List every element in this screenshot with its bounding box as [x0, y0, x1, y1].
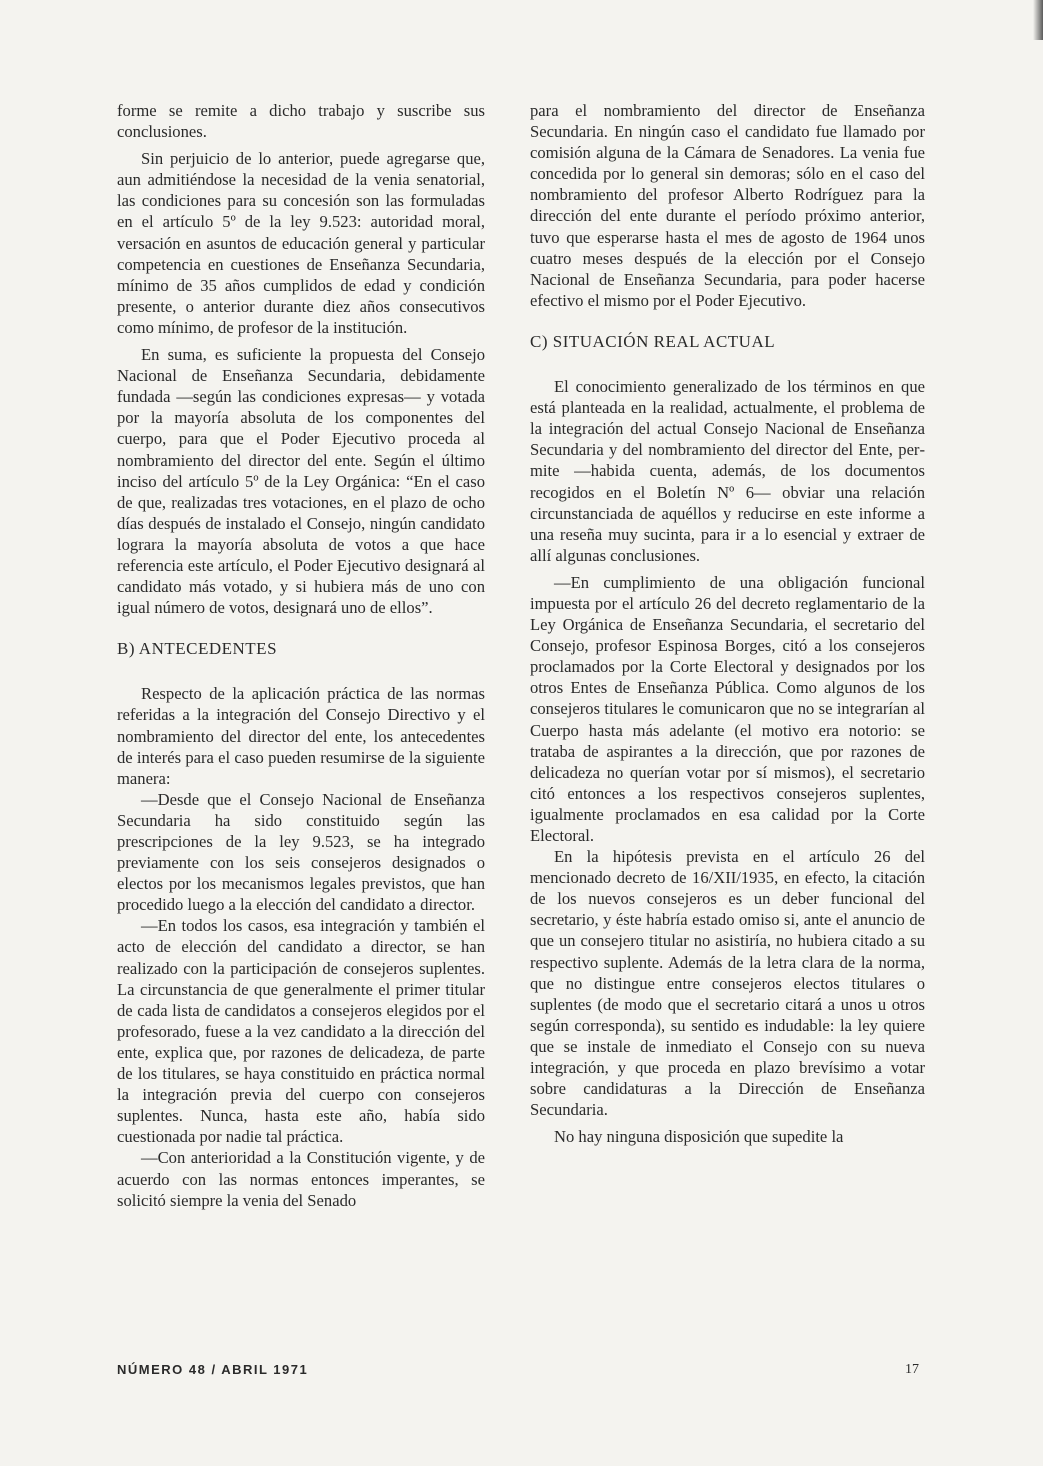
paragraph: forme se remite a dicho trabajo y suscribe sus conclusiones.	[117, 101, 485, 142]
paragraph: —Con anterioridad a la Constitución vigente, y de acuerdo con las normas entonces imperantes, se solicitó siempre la venia del Senado	[117, 1148, 485, 1210]
paragraph: —Desde que el Consejo Nacional de Enseñanza Secundaria ha sido constituido según las prescripciones de la ley 9.523, se ha integrado previamente con los seis consejeros designados o electos por los mecanismos legales previstos, que han procedido luego a la elección del candidato a director.	[117, 789, 485, 915]
paragraph: En suma, es suficiente la propuesta del Consejo Nacional de Enseñanza Secundaria, debidamente fundada —según las condiciones expresas— y votada por la mayoría absoluta de los componentes del cuerpo, para que el Poder Ejecutivo proceda al nombramiento del director del ente. Según el último inciso del artículo 5º de la Ley Orgánica: “En el caso de que, realizadas tres votaciones, en el plazo de ocho días después de instalado el Consejo, ningún candidato lograra la mayoría absoluta de votos a que hace referencia este artículo, el Poder Ejecutivo designará al candidato más votado, y si hubiera más de uno con igual número de votos, designará uno de ellos”.	[117, 345, 485, 618]
right-column	[530, 100, 925, 1147]
scan-edge-shadow	[1033, 0, 1043, 40]
paragraph: No hay ninguna disposición que supedite la	[554, 1127, 844, 1147]
paragraph: —En todos los casos, esa integración y también el acto de elección del candidato a director, se han realizado con la participación de consejeros suplentes. La circunstancia de que generalmente el primer titular de cada lista de candidatos a consejeros elegidos por el profesorado, fuese a la vez candidato a la dirección del ente, explica que, por razones de delicadeza, de parte de los titulares, se haya constituido en práctica normal la integración previa del cuerpo con consejeros suplentes. Nunca, hasta este año, había sido cuestionada por nadie tal práctica.	[117, 916, 485, 1147]
section-heading-b: B) ANTECEDENTES	[117, 639, 278, 659]
paragraph: En la hipótesis prevista en el artículo 26 del mencionado decreto de 16/XII/1935, en efecto, la citación de los nuevos consejeros es un deber funcional del secretario, y éste habría estado omiso si, ante el anuncio de que un consejero titular no asistiría, no hubiera citado a su respectivo suplente. Además de la letra clara de la norma, que no distingue entre consejeros electos titulares o suplentes (de modo que el secretario citará a unos u otros según corresponda), su sentido es indudable: la ley quiere que se instale de inmediato el Consejo con su nueva integración, y que proceda en plazo brevísimo a votar sobre candidaturas a la Dirección de Enseñanza Secundaria.	[530, 847, 925, 1120]
paragraph: —En cumplimiento de una obligación funcional impuesta por el artículo 26 del decreto reglamentario de la Ley Orgánica de Enseñanza Secundaria, el secretario del Consejo, profesor Espinosa Borges, citó a los consejeros proclamados por la Corte Electoral y designados por los otros Entes de Enseñanza Pública. Como algunos de los consejeros titulares le comunicaron que no se integrarían al Cuerpo hasta más adelante (el motivo era notorio: se trataba de aspirantes a la dirección, que por razones de delicadeza no querían votar por sí mismos), el secretario citó entonces a los respectivos consejeros suplentes, igualmente proclamados en esa calidad por la Corte Electoral.	[530, 572, 925, 845]
issue-footer: NÚMERO 48 / ABRIL 1971	[117, 1362, 309, 1377]
paragraph: El conocimiento generalizado de los términos en que está planteada en la realidad, actualmente, el problema de la integración del actual Consejo Nacional de Enseñanza Secundaria y del nombramiento del director del Ente, permite —habida cuenta, además, de los documentos recogidos en el Boletín Nº 6— obviar una relación circunstanciada de aquéllos y reducirse en este informe a una reseña muy sucinta, para ir a lo esencial y extraer de allí algunas conclusiones.	[530, 377, 925, 565]
left-column	[117, 100, 485, 1211]
paragraph: Sin perjuicio de lo anterior, puede agregarse que, aun admitiéndose la necesidad de la venia senatorial, las condiciones para su concesión son las formuladas en el artículo 5º de la ley 9.523: autoridad moral, versación en asuntos de educación general y particular competencia en cuestiones de Enseñanza Secundaria, mínimo de 35 años cumplidos de edad y condición presente, o anterior durante diez años consecutivos como mínimo, de profesor de la institución.	[117, 149, 485, 337]
paragraph: para el nombramiento del director de Enseñanza Secundaria. En ningún caso el candidato fue llamado por comisión alguna de la Cámara de Senadores. La venia fue concedida por lo general sin demoras; sólo en el caso del nombramiento del profesor Alberto Rodríguez para la dirección del ente durante el período próximo anterior, tuvo que esperarse hasta el mes de agosto de 1964 unos cuatro meses después de la elección por el Consejo Nacional de Enseñanza Secundaria, para poder hacerse efectivo el mismo por el Poder Ejecutivo.	[530, 101, 925, 310]
page-number: 17	[905, 1362, 919, 1377]
paragraph: Respecto de la aplicación práctica de las normas referidas a la integración del Consejo Directivo y el nombramiento del director del ente, los antecedentes de interés para el caso pueden resumirse de la siguiente manera:	[117, 684, 485, 788]
section-heading-c: C) SITUACIÓN REAL ACTUAL	[530, 331, 776, 351]
